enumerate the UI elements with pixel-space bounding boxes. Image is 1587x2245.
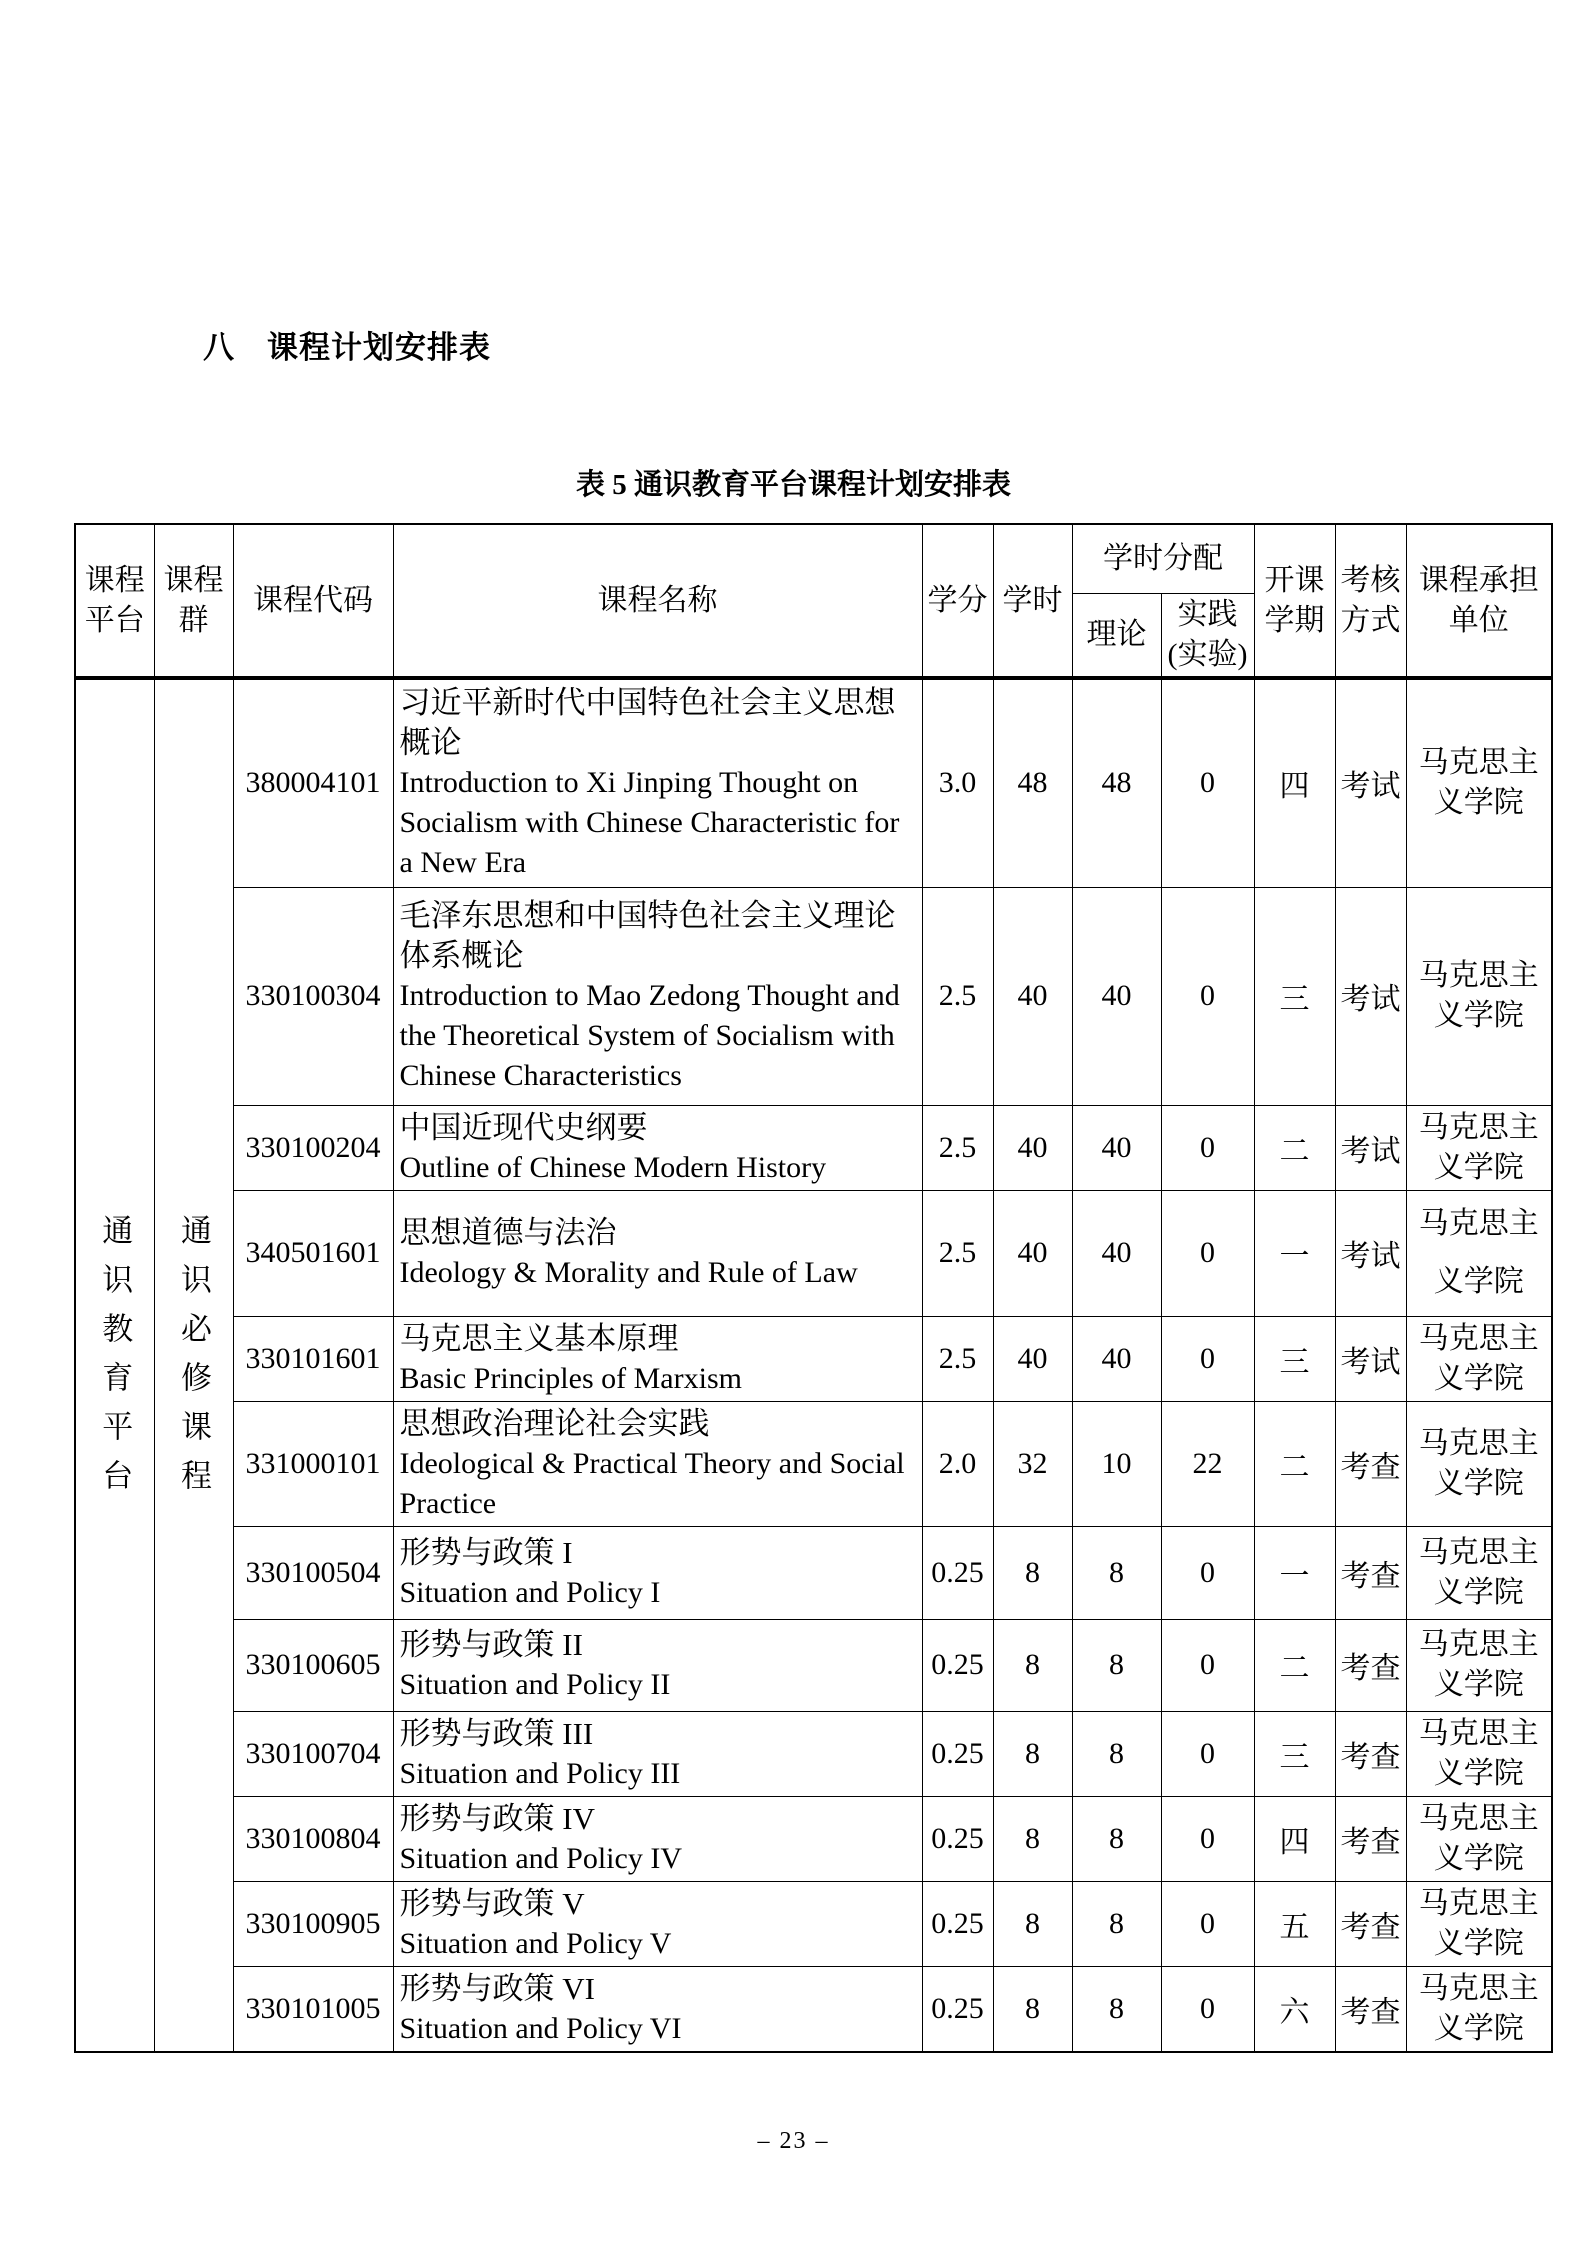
unit-cell: 马克思主义学院	[1406, 1190, 1552, 1316]
practice-hours-cell: 0	[1161, 1105, 1254, 1190]
course-code-cell: 330100704	[233, 1711, 393, 1796]
hours-cell: 8	[993, 1966, 1072, 2052]
hours-cell: 8	[993, 1526, 1072, 1619]
credits-cell: 3.0	[922, 678, 993, 887]
semester-cell: 三	[1254, 1316, 1335, 1401]
hours-cell: 40	[993, 1316, 1072, 1401]
course-name-cn: 毛泽东思想和中国特色社会主义理论体系概论	[399, 898, 896, 973]
course-code-cell: 330100504	[233, 1526, 393, 1619]
semester-cell: 三	[1254, 1711, 1335, 1796]
course-code-cell: 330100905	[233, 1881, 393, 1966]
theory-hours-cell: 10	[1072, 1401, 1161, 1526]
assessment-cell: 考查	[1335, 1881, 1406, 1966]
unit-cell: 马克思主义学院	[1406, 1316, 1552, 1401]
semester-cell: 二	[1254, 1105, 1335, 1190]
credits-cell: 0.25	[922, 1966, 993, 2052]
col-header-group: 课程群	[154, 524, 233, 678]
course-name-en: Situation and Policy II	[399, 1668, 671, 1701]
practice-hours-cell: 0	[1161, 1526, 1254, 1619]
theory-hours-cell: 8	[1072, 1619, 1161, 1711]
table-row	[75, 1711, 1552, 1796]
assessment-cell: 考查	[1335, 1711, 1406, 1796]
assessment-cell: 考试	[1335, 887, 1406, 1105]
semester-cell: 五	[1254, 1881, 1335, 1966]
credits-cell: 2.0	[922, 1401, 993, 1526]
semester-cell: 四	[1254, 678, 1335, 887]
course-name-cell	[393, 1966, 922, 2052]
course-code-cell: 380004101	[233, 678, 393, 887]
col-header-name: 课程名称	[393, 524, 922, 678]
platform-cell	[75, 678, 154, 2052]
practice-hours-cell: 0	[1161, 1796, 1254, 1881]
unit-cell: 马克思主义学院	[1406, 1105, 1552, 1190]
credits-cell: 2.5	[922, 1316, 993, 1401]
course-name-cn: 形势与政策 VI	[399, 1970, 595, 2006]
theory-hours-cell: 40	[1072, 1105, 1161, 1190]
credits-cell: 0.25	[922, 1881, 993, 1966]
course-code-cell: 330101005	[233, 1966, 393, 2052]
course-name-cn: 形势与政策 II	[399, 1627, 583, 1662]
table-title: 表 5 通识教育平台课程计划安排表	[575, 469, 1011, 501]
hours-cell: 32	[993, 1401, 1072, 1526]
assessment-cell: 考查	[1335, 1619, 1406, 1711]
course-name-en: Ideological & Practical Theory and Social Practice	[399, 1446, 905, 1520]
course-name-cn: 思想道德与法治	[399, 1215, 617, 1250]
course-name-en: Situation and Policy V	[399, 1926, 672, 1960]
course-name-en: Outline of Chinese Modern History	[399, 1150, 827, 1184]
course-name-en: Introduction to Mao Zedong Thought and the Theoretical System of Socialism with Chinese Characteristics	[399, 979, 900, 1092]
course-name-en: Situation and Policy I	[399, 1575, 661, 1609]
course-name-en: Situation and Policy IV	[399, 1841, 682, 1875]
hours-cell: 40	[993, 1190, 1072, 1316]
unit-cell: 马克思主义学院	[1406, 887, 1552, 1105]
assessment-cell: 考试	[1335, 1190, 1406, 1316]
course-plan-table	[74, 523, 1553, 2053]
platform-label: 通识教育平台	[97, 1214, 133, 1509]
course-name-cn: 形势与政策 IV	[399, 1800, 595, 1836]
group-label: 通识必修课程	[176, 1214, 211, 1509]
col-header-theory: 理论	[1072, 593, 1161, 678]
hours-cell: 8	[993, 1881, 1072, 1966]
theory-hours-cell: 40	[1072, 1316, 1161, 1401]
course-code-cell: 330100605	[233, 1619, 393, 1711]
course-name-cn: 形势与政策 V	[399, 1885, 585, 1921]
unit-cell: 马克思主义学院	[1406, 1526, 1552, 1619]
hours-cell: 8	[993, 1796, 1072, 1881]
assessment-cell: 考试	[1335, 678, 1406, 887]
semester-cell: 六	[1254, 1966, 1335, 2052]
credits-cell: 2.5	[922, 1105, 993, 1190]
credits-cell: 0.25	[922, 1619, 993, 1711]
practice-hours-cell: 0	[1161, 1316, 1254, 1401]
practice-hours-cell: 0	[1161, 1711, 1254, 1796]
course-name-cell	[393, 1796, 922, 1881]
col-header-code: 课程代码	[233, 524, 393, 678]
table-row	[75, 1526, 1552, 1619]
course-name-cn: 马克思主义基本原理	[399, 1320, 679, 1356]
col-header-semester: 开课学期	[1254, 524, 1335, 678]
table-row	[75, 1619, 1552, 1711]
assessment-cell: 考试	[1335, 1316, 1406, 1401]
hours-cell: 8	[993, 1711, 1072, 1796]
unit-cell: 马克思主义学院	[1406, 1401, 1552, 1526]
course-name-cell	[393, 887, 922, 1105]
col-header-practice: 实践(实验)	[1161, 593, 1254, 678]
credits-cell: 2.5	[922, 887, 993, 1105]
course-name-cn: 习近平新时代中国特色社会主义思想概论	[399, 685, 896, 761]
group-cell	[154, 678, 233, 2052]
course-name-cell	[393, 1619, 922, 1711]
course-name-cell	[393, 1526, 922, 1619]
semester-cell: 二	[1254, 1401, 1335, 1526]
table-header	[75, 524, 1552, 678]
semester-cell: 一	[1254, 1526, 1335, 1619]
col-header-credits: 学分	[922, 524, 993, 678]
course-name-cn: 形势与政策 III	[399, 1715, 594, 1751]
semester-cell: 一	[1254, 1190, 1335, 1316]
course-code-cell: 330100804	[233, 1796, 393, 1881]
credits-cell: 0.25	[922, 1711, 993, 1796]
unit-cell: 马克思主义学院	[1406, 1966, 1552, 2052]
table-row	[75, 1105, 1552, 1190]
theory-hours-cell: 40	[1072, 1190, 1161, 1316]
col-header-assessment: 考核方式	[1335, 524, 1406, 678]
table-row	[75, 887, 1552, 1105]
credits-cell: 0.25	[922, 1526, 993, 1619]
unit-cell: 马克思主义学院	[1406, 1796, 1552, 1881]
col-header-hour-allocation: 学时分配	[1072, 524, 1254, 593]
table-row	[75, 1796, 1552, 1881]
theory-hours-cell: 8	[1072, 1526, 1161, 1619]
theory-hours-cell: 8	[1072, 1796, 1161, 1881]
theory-hours-cell: 8	[1072, 1711, 1161, 1796]
course-code-cell: 330101601	[233, 1316, 393, 1401]
unit-cell: 马克思主义学院	[1406, 678, 1552, 887]
course-name-cn: 思想政治理论社会实践	[399, 1405, 710, 1441]
table-row	[75, 1966, 1552, 2052]
col-header-unit: 课程承担单位	[1406, 524, 1552, 678]
course-name-en: Basic Principles of Marxism	[399, 1361, 742, 1395]
course-name-cell	[393, 1881, 922, 1966]
course-name-cn: 中国近现代史纲要	[399, 1109, 648, 1145]
course-name-en: Situation and Policy III	[399, 1756, 681, 1790]
table-row	[75, 1881, 1552, 1966]
col-header-hours: 学时	[993, 524, 1072, 678]
unit-cell: 马克思主义学院	[1406, 1619, 1552, 1711]
course-code-cell: 330100204	[233, 1105, 393, 1190]
course-name-cell	[393, 1401, 922, 1526]
unit-cell: 马克思主义学院	[1406, 1711, 1552, 1796]
practice-hours-cell: 0	[1161, 1190, 1254, 1316]
course-name-en: Introduction to Xi Jinping Thought on Socialism with Chinese Characteristic for a New Era	[399, 766, 900, 880]
course-name-cell	[393, 1711, 922, 1796]
semester-cell: 四	[1254, 1796, 1335, 1881]
course-code-cell: 330100304	[233, 887, 393, 1105]
course-name-cell	[393, 1316, 922, 1401]
semester-cell: 三	[1254, 887, 1335, 1105]
practice-hours-cell: 0	[1161, 1619, 1254, 1711]
theory-hours-cell: 8	[1072, 1881, 1161, 1966]
table-row	[75, 1316, 1552, 1401]
hours-cell: 40	[993, 1105, 1072, 1190]
col-header-platform: 课程平台	[75, 524, 154, 678]
course-code-cell: 331000101	[233, 1401, 393, 1526]
course-name-cell	[393, 1190, 922, 1316]
practice-hours-cell: 0	[1161, 887, 1254, 1105]
semester-cell: 二	[1254, 1619, 1335, 1711]
course-code-cell: 340501601	[233, 1190, 393, 1316]
hours-cell: 48	[993, 678, 1072, 887]
table-row	[75, 678, 1552, 887]
table-row	[75, 1190, 1552, 1316]
hours-cell: 40	[993, 887, 1072, 1105]
theory-hours-cell: 8	[1072, 1966, 1161, 2052]
assessment-cell: 考查	[1335, 1401, 1406, 1526]
practice-hours-cell: 0	[1161, 678, 1254, 887]
page-number: – 23 –	[757, 2128, 830, 2154]
practice-hours-cell: 22	[1161, 1401, 1254, 1526]
assessment-cell: 考查	[1335, 1966, 1406, 2052]
header-row-1	[75, 524, 1552, 593]
practice-hours-cell: 0	[1161, 1966, 1254, 2052]
practice-hours-cell: 0	[1161, 1881, 1254, 1966]
table-row	[75, 1401, 1552, 1526]
theory-hours-cell: 48	[1072, 678, 1161, 887]
course-name-cell	[393, 678, 922, 887]
course-name-cell	[393, 1105, 922, 1190]
assessment-cell: 考查	[1335, 1526, 1406, 1619]
hours-cell: 8	[993, 1619, 1072, 1711]
theory-hours-cell: 40	[1072, 887, 1161, 1105]
course-name-en: Situation and Policy VI	[399, 2011, 682, 2045]
credits-cell: 2.5	[922, 1190, 993, 1316]
assessment-cell: 考试	[1335, 1105, 1406, 1190]
course-name-cn: 形势与政策 I	[399, 1534, 573, 1570]
unit-cell: 马克思主义学院	[1406, 1881, 1552, 1966]
section-heading: 八 课程计划安排表	[203, 330, 491, 365]
assessment-cell: 考查	[1335, 1796, 1406, 1881]
credits-cell: 0.25	[922, 1796, 993, 1881]
course-name-en: Ideology & Morality and Rule of Law	[399, 1256, 858, 1289]
